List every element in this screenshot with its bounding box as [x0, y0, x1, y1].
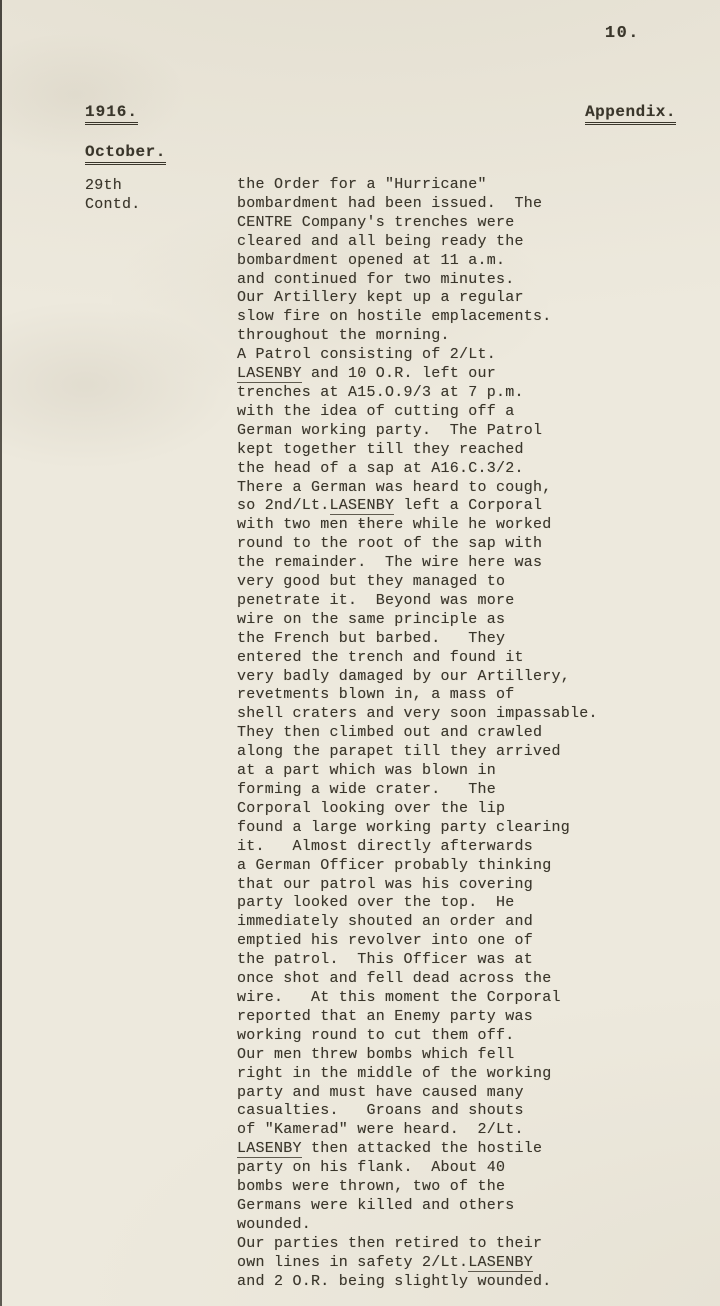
diary-line: it. Almost directly afterwards — [237, 837, 534, 855]
diary-line: Corporal looking over the lip — [237, 799, 506, 817]
diary-line: shell craters and very soon impassable. — [237, 705, 598, 723]
diary-line: a German Officer probably thinking — [237, 856, 552, 874]
diary-line: working round to cut them off. — [237, 1026, 515, 1044]
diary-line: and continued for two minutes. — [237, 270, 515, 288]
diary-line: Our men threw bombs which fell — [237, 1045, 515, 1063]
diary-line: of "Kamerad" were heard. 2/Lt. — [237, 1121, 524, 1139]
diary-line: kept together till they reached — [237, 440, 524, 458]
diary-body — [237, 176, 657, 1291]
month-heading-text: October. — [85, 143, 166, 165]
diary-line: the French but barbed. They — [237, 629, 506, 647]
diary-line: wounded. — [237, 1215, 312, 1233]
diary-line: the patrol. This Officer was at — [237, 951, 534, 969]
scan-edge-artifact — [0, 0, 2, 1306]
diary-line: penetrate it. Beyond was more — [237, 591, 515, 609]
year-heading-text: 1916. — [85, 103, 138, 125]
diary-line: so 2nd/Lt.LASENBY left a Corporal — [237, 497, 543, 515]
diary-line: own lines in safety 2/Lt.LASENBY — [237, 1253, 534, 1271]
entry-day: 29th — [85, 177, 123, 194]
diary-line: reported that an Enemy party was — [237, 1007, 534, 1025]
diary-line: party on his flank. About 40 — [237, 1159, 506, 1177]
diary-line: very good but they managed to — [237, 573, 506, 591]
diary-line: A Patrol consisting of 2/Lt. — [237, 346, 497, 364]
underlined-name: LASENBY — [468, 1253, 534, 1271]
diary-line: and 2 O.R. being slightly wounded. — [237, 1272, 552, 1290]
diary-line: with the idea of cutting off a — [237, 402, 515, 420]
diary-line: trenches at A15.O.9/3 at 7 p.m. — [237, 383, 524, 401]
diary-line: emptied his revolver into one of — [237, 932, 534, 950]
diary-line: cleared and all being ready the — [237, 232, 524, 250]
diary-line: bombardment opened at 11 a.m. — [237, 251, 506, 269]
diary-line: party looked over the top. He — [237, 894, 515, 912]
appendix-heading — [585, 103, 676, 121]
diary-line: wire. At this moment the Corporal — [237, 988, 561, 1006]
diary-line: casualties. Groans and shouts — [237, 1102, 524, 1120]
diary-line: at a part which was blown in — [237, 762, 497, 780]
diary-line: very badly damaged by our Artillery, — [237, 667, 571, 685]
year-heading — [85, 103, 138, 121]
diary-line: Our Artillery kept up a regular — [237, 289, 524, 307]
diary-line: party and must have caused many — [237, 1083, 524, 1101]
diary-line: entered the trench and found it — [237, 648, 524, 666]
appendix-heading-text: Appendix. — [585, 103, 676, 125]
diary-line: with two men ŧhere while he worked — [237, 516, 552, 534]
diary-line: along the parapet till they arrived — [237, 743, 561, 761]
diary-line: LASENBY and 10 O.R. left our — [237, 365, 497, 383]
diary-line: LASENBY then attacked the hostile — [237, 1140, 543, 1158]
underlined-name: LASENBY — [237, 1140, 302, 1158]
diary-line: that our patrol was his covering — [237, 875, 534, 893]
diary-line: CENTRE Company's trenches were — [237, 213, 515, 231]
underlined-name: LASENBY — [237, 365, 302, 383]
diary-line: forming a wide crater. The — [237, 781, 497, 798]
diary-line: German working party. The Patrol — [237, 421, 543, 439]
diary-line: bombs were thrown, two of the — [237, 1178, 506, 1196]
page-number: 10. — [604, 24, 640, 43]
diary-line: They then climbed out and crawled — [237, 724, 543, 742]
month-heading — [85, 143, 166, 161]
diary-line: throughout the morning. — [237, 327, 450, 345]
diary-line: Our parties then retired to their — [237, 1234, 543, 1252]
diary-line: bombardment had been issued. The — [237, 194, 543, 212]
diary-line: found a large working party clearing — [237, 818, 571, 836]
diary-line: the Order for a "Hurricane" — [237, 176, 487, 193]
diary-line: once shot and fell dead across the — [237, 970, 552, 988]
entry-contd: Contd. — [85, 195, 141, 213]
diary-line: slow fire on hostile emplacements. — [237, 308, 552, 326]
diary-line: revetments blown in, a mass of — [237, 686, 515, 704]
diary-line: round to the root of the sap with — [237, 535, 543, 553]
underlined-name: LASENBY — [329, 497, 395, 515]
diary-line: There a German was heard to cough, — [237, 478, 552, 496]
diary-line: right in the middle of the working — [237, 1064, 552, 1082]
diary-line: immediately shouted an order and — [237, 913, 534, 931]
diary-line: wire on the same principle as — [237, 610, 506, 628]
diary-line: Germans were killed and others — [237, 1196, 515, 1214]
diary-line: the head of a sap at A16.C.3/2. — [237, 459, 524, 477]
margin-date-column — [85, 177, 141, 215]
diary-line: the remainder. The wire here was — [237, 554, 543, 572]
